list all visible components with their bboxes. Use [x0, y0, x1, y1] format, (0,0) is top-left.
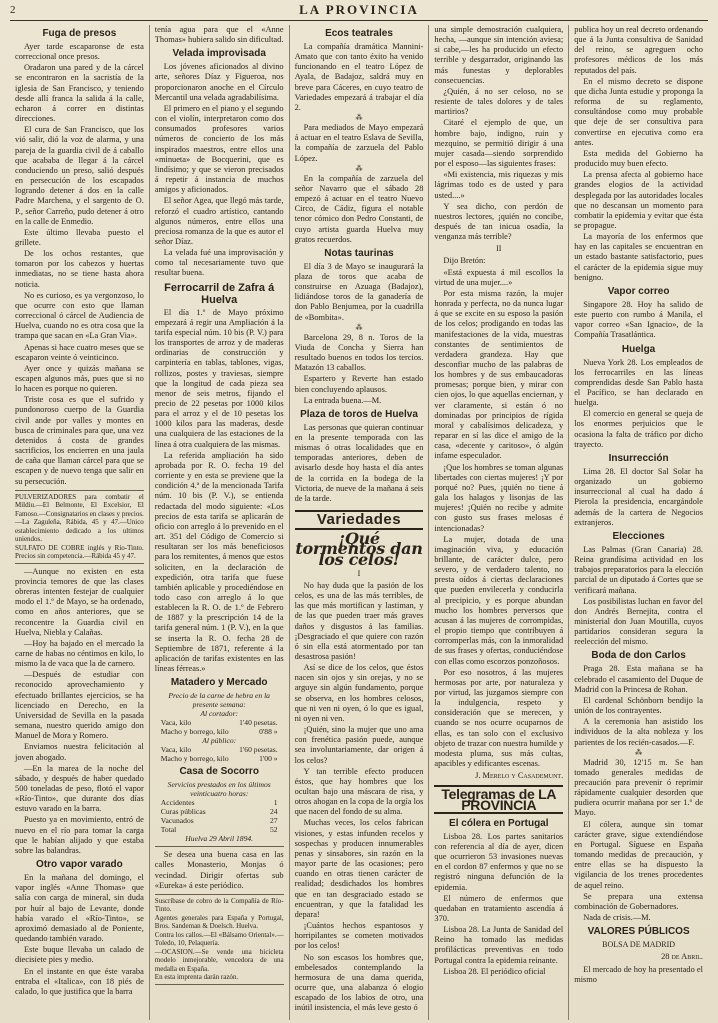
paragraph: La entrada buena.—M. [303, 395, 382, 405]
headline-notas-taurinas: Notas taurinas [324, 247, 394, 259]
headline-plaza-de-toros: Plaza de toros de Huelva [300, 408, 418, 420]
paragraph: Así se dice de los celos, que éstos nacen sin ojos y sin orejas, y no se arguye sin algún fundamento, porque se observa, en los hombres celosos, que ni ven ni oyen, ó lo que es igual, ni oyen ni ven. [294, 663, 424, 723]
headline-valores-publicos: VALORES PÚBLICOS [587, 926, 690, 938]
paragraph: El mercado de hoy ha presentado el mismo [574, 964, 703, 984]
paragraph: La prensa afecta al gobierno hace grandes elogios de la actividad desplegada por las autoridades locales que no descansan un momento para combatir la epidemia y evitar que ésta se propague. [574, 170, 703, 230]
paragraph: Los posibilistas luchan en favor del don Andrés Bernejita, contra el ministerial don Juan Moutilla, cuyos partidarios consideran segura la reelección del mismo. [574, 596, 703, 647]
advertisement [15, 490, 144, 564]
paragraph: ¡Quién, sino la mujer que uno ama con frenética pasión puede, aunque sea involuntariamente, dar origen á los celos? [294, 725, 424, 765]
headline-boda-don-carlos: Boda de don Carlos [591, 650, 686, 662]
table-row [155, 754, 284, 763]
author-signature: J. Merelo y Casademunt. [475, 771, 564, 781]
divider [155, 846, 284, 847]
paragraph: Esta medida del Gobierno ha producido muy buen efecto. [574, 148, 703, 169]
paragraph: La velada fué una improvisación y como tal necesariamente tuvo que resultar buena. [154, 248, 284, 278]
paragraph: En el instante en que éste varaba entraba el «Italica», con 18 piés de calado, lo que justifica que la barra [15, 966, 144, 996]
paragraph: Enviamos nuestra felicitación al joven abogado. [15, 742, 144, 762]
paragraph: ¡Que los hombres se toman algunas libertades con ciertas mujeres! ¡Y por porqué no? Pues, ¡quién no tiene á gala los halagos y lisonjas de las mujeres! ¡Quién no recibe y admite con gusto sus frases melosas é intencionadas? [434, 462, 564, 533]
paragraph: El cólera, aunque sin tomar carácter grave, sigue extendiéndose en Portugal. Síguese en España tomando medidas de precaución, y entre ellas se ha dispuesto la vigilancia de los trenes procedentes de aquel reino. [574, 819, 703, 890]
paragraph: Lisboa 28. El periódico oficial [443, 966, 546, 976]
paragraph: «Mi existencia, mis riquezas y mis lágrimas todo es de usted y para usted....» [434, 170, 564, 200]
columns [10, 25, 708, 1020]
paragraph: Nueva York 28. Los empleados de los ferrocarriles en las líneas comprendidas desde San Pablo hasta el Pacífico, se han declarado en huelga. [574, 357, 703, 408]
table-row [155, 825, 284, 834]
paragraph: Los jóvenes aficionados al divino arte, señores Díaz y Figueroa, nos proporcionaron anoche en el Círculo Mercantil una velada agradabilísima. [154, 62, 284, 102]
paragraph: Para mediados de Mayo empezará á actuar en el teatro Eslava de Sevilla, la compañía de zarzuela del Pablo López. [294, 123, 424, 163]
table-row [155, 727, 284, 736]
ad-text: —OCASION.—Se vende una bicicleta modelo inmejorable, vencedora de una medalla en España. [154, 947, 284, 973]
paragraph: Nada de crisis.—M. [583, 913, 651, 923]
table-row [155, 718, 284, 727]
paragraph: Este último llevaba puesto el grillete. [15, 227, 144, 247]
headline-huelga: Huelga [621, 343, 656, 355]
chapter-number: I [357, 568, 361, 578]
paragraph: El comercio en general se queja de los enormes perjuicios que le ocasiona la falta de tráfico por dicho trayecto. [574, 409, 703, 449]
paragraph: Espartero y Reverte han estado bien concluyendo aplausos. [294, 374, 424, 394]
headline-elecciones: Elecciones [612, 530, 665, 542]
table-row [155, 798, 284, 807]
paragraph: —Hoy ha bajado en el mercado la carne de habas no céntimos en kilo, lo mismo la de vaca que la de carnero. [15, 638, 144, 669]
headline-casa-de-socorro: Casa de Socorro [179, 766, 259, 778]
socorro-table [155, 780, 284, 843]
paragraph: —Aunque no existen en esta provincia temores de que las clases obreras intenten festejar de cualquier modo el 1.º de Mayo, se ha ordenado, como en años anteriores, que se reconcentre la Guardia civil en Huelva, Niebla y Calañas. [15, 566, 144, 637]
ad-text: Contra los callos.—El «Bálsamo Oriental».—Toledo, 10, Pelaquería. [154, 930, 284, 948]
paragraph: Ayer tarde escaparonse de esta correccional once presos. [15, 42, 144, 62]
paragraph: Triste cosa es que el sufrido y pundonoroso cuerpo de la Guardia civil ande por valles y montes en busca de criminales para que, una vez detenidos á costa de grandes sacrificios, los encierren en una jaula de caña que llaman cárcel para que se escapen y de nuevo tenga que salir en su persecución. [15, 395, 144, 486]
section-header-variedades: Variedades [295, 510, 424, 530]
paragraph: El señor Agea, que llegó más tarde, reforzó el cuadro artístico, cantando algunos números, entre ellos una preciosa romanza de la que es autor el señor Díaz. [154, 196, 284, 246]
paragraph: Y tan terrible efecto producen éstos, que hay hombres que los ocultan bajo una máscara de risa, y otros ahogan en la copa de la orgía los que nacen del fondo de su alma. [294, 766, 424, 817]
ad-text: En esta imprenta darán razón. [154, 973, 239, 982]
table-subhead: Al público: [202, 736, 237, 746]
paragraph: Barcelona 29, 8 n. Toros de la Viuda de Concha y Sierra han resultado buenos en todos los tercios. Matazón 13 caballos. [294, 332, 424, 373]
table-row [155, 816, 284, 825]
row-value: 1'00 » [259, 754, 278, 764]
paragraph: Por esta misma razón, la mujer honrada y perfecta, no da nunca lugar á que se excite en su esposo la pasión de los celos; prodigando en todas las manifestaciones de la vida, muestras constantes de sentimientos de verdadera grandeza. Hay que desconfiar mucho de las palabras de los hombres y de sus embaucadoras promesas; porque bien, y mirar con cien ojos, lo que aquellas enciernan, y ver claramente, si están ó no dominadas por principios de rígida moral y cabalísimos delicadeza, y reparar en sí las dice el amigo de la casa, «decente y caritoso», ó algún infame especulador. [434, 288, 564, 461]
chapter-number: II [496, 244, 502, 254]
table-row [155, 745, 284, 754]
paragraph: ¡Cuántos hechos espantosos y horripilantes se cometen motivados por los celos! [294, 921, 424, 951]
paragraph: No es curioso, es ya vergonzoso, lo que ocurre con esto que llaman correccional ó cárcel de Audiencia de Huelva, cuando no es otra cosa que la trampa que sacan en «La Gran Via». [15, 290, 144, 341]
row-label: Total [160, 825, 177, 835]
row-value: 27 [270, 816, 278, 826]
ad-text: Agentes generales para España y Portugal, Bros. Sandeman & Doelsch. Huelva. [154, 913, 284, 931]
row-value: 1 [273, 798, 278, 808]
paragraph: La mujer, dotada de una imaginación viva, y educación brillante, de carácter dulce, pero severo, y de verdadero talento, no presta oídos á ciertas declaraciones que pueden envilecerla y conducirla al precipicio, y es porque abundan mucho los hombres perversos que acusan á las mujeres de corrompidas, el propio tiempo que contribuyen á corromperlas más, con la inmoralidad de sus frases y ofertas, conduciéndose con ellas como escorzos ponzoñosos. [434, 534, 564, 666]
paragraph: Este buque llevaba un calado de diecisiete pies y medio. [15, 945, 144, 965]
paragraph: Y sea dicho, con perdón de nuestros lectores, ¡quién no concibe, después de tan inicua osadía, la venganza más terrible? [434, 201, 564, 242]
paragraph: Lima 28. El doctor Sal Solar ha organizado un gobierno insurreccional al cual ha dado á Pierola la presidencia, encargándole además de la cartera de Negocios extranjeros. [574, 466, 703, 527]
paragraph: Singapore 28. Hoy ha salido de este puerto con rumbo á Manila, el vapor correo «San Ignacio», de la Compañía Trasatlántica. [574, 299, 703, 340]
paragraph: No hay duda que la pasión de los celos, es una de las más terribles, de las que más mortifican y lastiman, y de las que pueden traer más graves daños y disgustos á las familias. ¡Desgraciado el que quiere con razón ó sin ella está atormentado por tan desastrosa pasión! [294, 580, 424, 661]
paragraph: El primero en el piano y el segundo con el violín, interpretaron como dos consumados profesores varios números de concierto de los más inspirados maestros, entre ellos una «minueta» de Bocquerini, que es lindísimo; y que se vieron precisados á repetir á instancia de muchos amigos y aficionados. [154, 103, 284, 195]
ad-text: SULFATO DE COBRE inglés y Río-Tinto. Precios sin competencia.—Rábida 45 y 47. [15, 543, 144, 561]
paragraph: El cura de San Francisco, que los vió salir, dió la voz de alarma, y una pareja de la guardia civil de á caballo que acababa de llegar á la cárcel conduciendo un preso, salió después en persecución de los escapados logrando detener á dos en la calle Padre Marchena, y el sargento de O. P., señor Carreño, pudo detener á otro en la calle de Enmedio. [15, 125, 144, 226]
paragraph: La mayoría de los enfermos que hay en las capitales se encuentran en un estado bastante satisfactorio, pues el carácter de la epidemia sigue muy benigno. [574, 232, 703, 282]
story-title: ¡Qué tormentos dan los celos! [295, 529, 423, 569]
paragraph: En la compañía de zarzuela del señor Navarro que el sábado 28 empezó á actuar en el teatro Nuevo Circo, de Cádiz, figura el notable tenor cómico don Pedro Constanti, de cuyo artista guarda Huelva muy gratos recuerdos. [294, 173, 424, 244]
paragraph: «Está expuesta á mil escollos la virtud de una mujer....» [434, 267, 564, 287]
column-2 [150, 25, 290, 1020]
section-header-telegramas: Telegramas de LA PROVINCIA [434, 785, 563, 813]
paragraph: A la ceremonia han asistido los individuos de la alta nobleza y los parientes de los recién-casados.—F. [574, 717, 703, 747]
paragraph: Lisboa 28. Los partes sanitarios con referencia al día de ayer, dicen que ocurrieron 53 invasiones nuevas en el cordon 87 enfermos y que no se registró ninguna defunción de la epidemia. [434, 831, 564, 892]
paragraph: Oradaron una pared y de la cárcel se encontraron en la sacristía de la iglesia de San Francisco, y teniendo desde allí franca la salida á la calle, echaron á correr en distintas direcciones. [15, 63, 144, 124]
paragraph: Puesto ya en movimiento, entró de nuevo en el río para tomar la carga que le habían alijado y que estaba sobre las balandras. [15, 815, 144, 855]
paragraph: Por eso nosotros, á las mujeres hermosas por arte, por naturaleza y por virtud, las juzgamos siempre con la indulgencia, respeto y consideración que se merecen, y cuando se nos ocurre ocuparnos de ellas, es tan solo con el exclusivo objeto de trazar con nuestra humilde y modesta pluma, sus más cultas, apacibles y edificantes escenas. [434, 667, 564, 769]
separator-stars: ⁂ [355, 323, 363, 332]
headline-fuga-de-presos: Fuga de presos [42, 28, 117, 39]
paragraph: La referida ampliación ha sido aprobada por R. O. fecha 19 del corriente y en esta se previene que la condición 4.ª de la mencionada Tarifa núm. 10 bis (P. V.), se entienda redactada del modo siguiente: «Los precios de esta tarifa se aplicarán de oficio con arreglo á lo prevenido en el art. 351 del Código de Comercio si resultaran ser los más beneficiosos para los remitentes, á menos que estos soliciten, en la declaración de expedición, otra tarifa que fuese también aplicable y procediéndose en todo caso con arreglo á lo que establecen la R. O. de 1.º de Febrero de 1887 y la prescripción 14 de la tarifa general núm. 1 (P. V.), en la que se inserta la R. O. fecha 28 de Septiembre de 1871, referente á la aplicación de tarifas existentes en las líneas férreas.» [154, 450, 284, 674]
headline-insurreccion: Insurrección [608, 452, 669, 464]
row-label: Vacunados [160, 816, 194, 826]
headline-otro-vapor-varado: Otro vapor varado [36, 859, 123, 871]
headline-vapor-correo: Vapor correo [607, 285, 670, 297]
row-label: Curas públicas [160, 807, 206, 817]
row-value: 1'40 pesetas. [239, 718, 278, 728]
paragraph: Citaré el ejemplo de que, un hombre bajo, indigno, ruin y mezquino, se permitió dirigir á una mujer casada—siendo sorprendido por el esposo—las siguientes frases: [434, 118, 564, 169]
row-label: Vaca, kilo [160, 745, 192, 755]
column-1 [10, 25, 150, 1020]
table-intro: Precio de la carne de hebra en la presente semana: [168, 691, 270, 710]
column-5 [569, 25, 708, 1020]
dateline: 28 de Abril. [661, 952, 703, 962]
table-subhead: Al cortador: [200, 709, 239, 719]
row-value: 52 [270, 825, 278, 835]
headline-matadero: Matadero y Mercado [170, 677, 268, 689]
paragraph: Se desea una buena casa en las calles Monasterio, Monjas ó vecindad. Dirigir ofertas sub «Eureka» á este periódico. [154, 850, 284, 890]
ad-text: Suscríbase de cobro de la Compañía de Río-Tinto. [154, 896, 284, 914]
headline-velada-improvisada: Velada improvisada [172, 48, 266, 60]
subheading-bolsa: BOLSA DE MADRID [602, 940, 676, 950]
headline-colera-portugal: El cólera en Portugal [449, 817, 549, 829]
row-label: Vaca, kilo [160, 718, 192, 728]
paragraph: Lisboa 28. La Junta de Sanidad del Reino ha tomado las medidas profilácticas preventivas en todo Portugal contra la epidemia reinante. [434, 925, 564, 965]
separator-stars: ⁂ [355, 164, 363, 173]
meat-price-table [155, 691, 284, 763]
paragraph: Ayer once y quizás mañana se escapen algunos más, pues que si no lo hacen es porque no quieren. [15, 363, 144, 394]
column-4 [429, 25, 569, 1020]
table-row [155, 807, 284, 816]
paragraph: Las Palmas (Gran Canaria) 28. Reina grandísima actividad en los trabajos preparatorios para la elección parcial de un diputado á Cortes que se verificará mañana. [574, 544, 703, 595]
paragraph: Madrid 30, 12'15 m. Se han tomado generales medidas de precaución para prevenir ó reprimir rápidamente cualquier desorden que pudiera ocurrir mañana por ser 1.º de Mayo. [574, 757, 703, 818]
paragraph: El día 3 de Mayo se inaugurará la plaza de toros que acaba de construirse en Azuaga (Badajoz), lidiándose toros de la ganadería de don Pablo Benjumea, por la cuadrilla de «Bombita». [294, 261, 424, 322]
row-value: 0'88 » [259, 727, 278, 737]
paragraph: En la mañana del domingo, el vapor inglés «Anne Thomas» que salía con carga de mineral, sin duda por huír al bajo de Levante, donde había varado el «Río-Tinto», se aproximó demasiado al de Poniente, quedando también varado. [15, 873, 144, 944]
newspaper-title: LA PROVINCIA [299, 2, 419, 17]
ad-text: PULVERIZADORES para combatir el Mildiu.—El Belmonte, El Excelsior, El Famoso.—Consignatarios en clases y precios.—La Zaguleña, Rábida, 45 y 47.—Unico establecimiento dedicado a los ultimos uniendos. [15, 492, 144, 544]
separator-stars: ⁂ [635, 748, 643, 757]
paragraph: Se prepara una extensa combinación de Gobernadores. [574, 891, 703, 911]
paragraph: Dijo Bretón: [443, 256, 486, 266]
headline-ecos-teatrales: Ecos teatrales [325, 28, 393, 39]
masthead [10, 0, 708, 21]
column-3 [290, 25, 430, 1020]
paragraph: No son escasos los hombres que, embelesados contemplando la hermosura de una dama querida, ocurre que, una alabanza ó elogio escapado de los labios de otro, una inútil insistencia, el más leve gesto ó [294, 952, 424, 1013]
table-intro: Servicios prestados en los últimos veinticuatro horas: [167, 780, 271, 799]
paragraph: tenía agua para que el «Anne Thomas» hubiera salido sin dificultad. [154, 25, 284, 45]
paragraph: El día 1.º de Mayo próximo empezará á regir una Ampliación á la tarifa especial núm. 10 bis (P. V.) para los transportes de arroz y de maderas ordinarias de construcción y carpintería en tablas, tablones, vigas, rollizos, postes y traviesas, siempre que la longitud de cada pieza sea menor de seis metros, fijando el precio de 22 pesetas por 1000 kilos para el arroz y el de 10 pesetas los 1000 kilos para las maderas, desde una cualquiera de las estaciones de la línea á otra cualquiera de las mismas. [154, 307, 284, 449]
headline-ferrocarril: Ferrocarril de Zafra á Huelva [164, 281, 275, 306]
paragraph: El número de enfermos que quedaban en tratamiento ascendía á 370. [434, 893, 564, 923]
page-number: 2 [10, 4, 17, 16]
paragraph: ¿Quién, á no ser celoso, no se resiente de tales dolores y de tales martirios? [434, 86, 564, 117]
row-value: 1'60 pesetas. [239, 745, 278, 755]
paragraph: —Después de estudiar con reconocido aprovechamiento y efectuado brillantes ejercicios, se ha licenciado en Derecho, en la Universidad de Sevilla en la pasada semana, nuestro querido amigo don Manuel de Mora y Romero. [15, 670, 144, 741]
paragraph: Las personas que quieran continuar en la presente temporada con las mismas ó otras localidades que en temporadas anteriores, deben de avisarlo desde hoy hasta el día antes de la corrida en la bodega de la Victoria, de nueve de la mañana á seis de la tarde. [294, 422, 424, 503]
row-label: Accidentes [160, 798, 195, 808]
paragraph: La compañía dramática Mannini-Amato que con tanto éxito ha venido funcionando en el teatro López de Ayala, de Badajoz, saldrá muy en breve para Cáceres, en cuyo teatro de Variedades empezará á trabajar el día 2. [294, 42, 424, 112]
paragraph: De los ochos restantes, que tomaron por los cabezos y huertas inmediatas, no se tiene hasta ahora noticia. [15, 249, 144, 289]
dateline: Huelva 29 Abril 1894. [185, 834, 254, 844]
paragraph: una simple demostración cualquiera, hecha, —aunque sin intención aviesa; si cabe,—les ha producido un efecto terrible y desgarrador, originando las más funestas y deplorables consecuencias. [434, 25, 564, 85]
paragraph: —En la marea de la noche del sábado, y después de haber quedado 500 toneladas de peso, flotó el vapor «Río-Tinto», que durante dos días estuvo varado en la barra. [15, 763, 144, 814]
paragraph: En el mismo decreto se dispone que dicha Junta estudie y proponga la reforma de su reglamento, consultándose como muy probable que deje de ser consultiva para convertirse en ejecutiva como era antes. [574, 76, 703, 147]
row-label: Macho y borrego, kilo [160, 754, 229, 764]
paragraph: El cardenal Schönborn bendijo la unión de los contrayentes. [574, 695, 703, 716]
paragraph: Apenas si hace cuatro meses que se escaparon veinte ó veinticinco. [15, 342, 144, 362]
paragraph: Praga 28. Esta mañana se ha celebrado el casamiento del Duque de Madrid con la Princesa de Rohan. [574, 664, 703, 694]
separator-stars: ⁂ [355, 114, 363, 123]
row-label: Macho y borrego, kilo [160, 727, 229, 737]
advertisement [155, 894, 284, 985]
row-value: 24 [270, 807, 278, 817]
paragraph: publica hoy un real decreto ordenando que á la Junta consultiva de Sanidad del reino, se agreguen ocho profesores médicos de los más reputados del país. [574, 25, 703, 75]
paragraph: Muchas veces, los celos fabrican visiones, y estas infunden recelos y sospechas y producen innumerables penas y sinsabores, sin razón en la mayor parte de las ocasiones; pero cuando en otras tienen carácter de realidad; desdichados los hombres que en tan desgraciado estado se encuentran, y que la fatalidad les depara! [294, 818, 424, 919]
